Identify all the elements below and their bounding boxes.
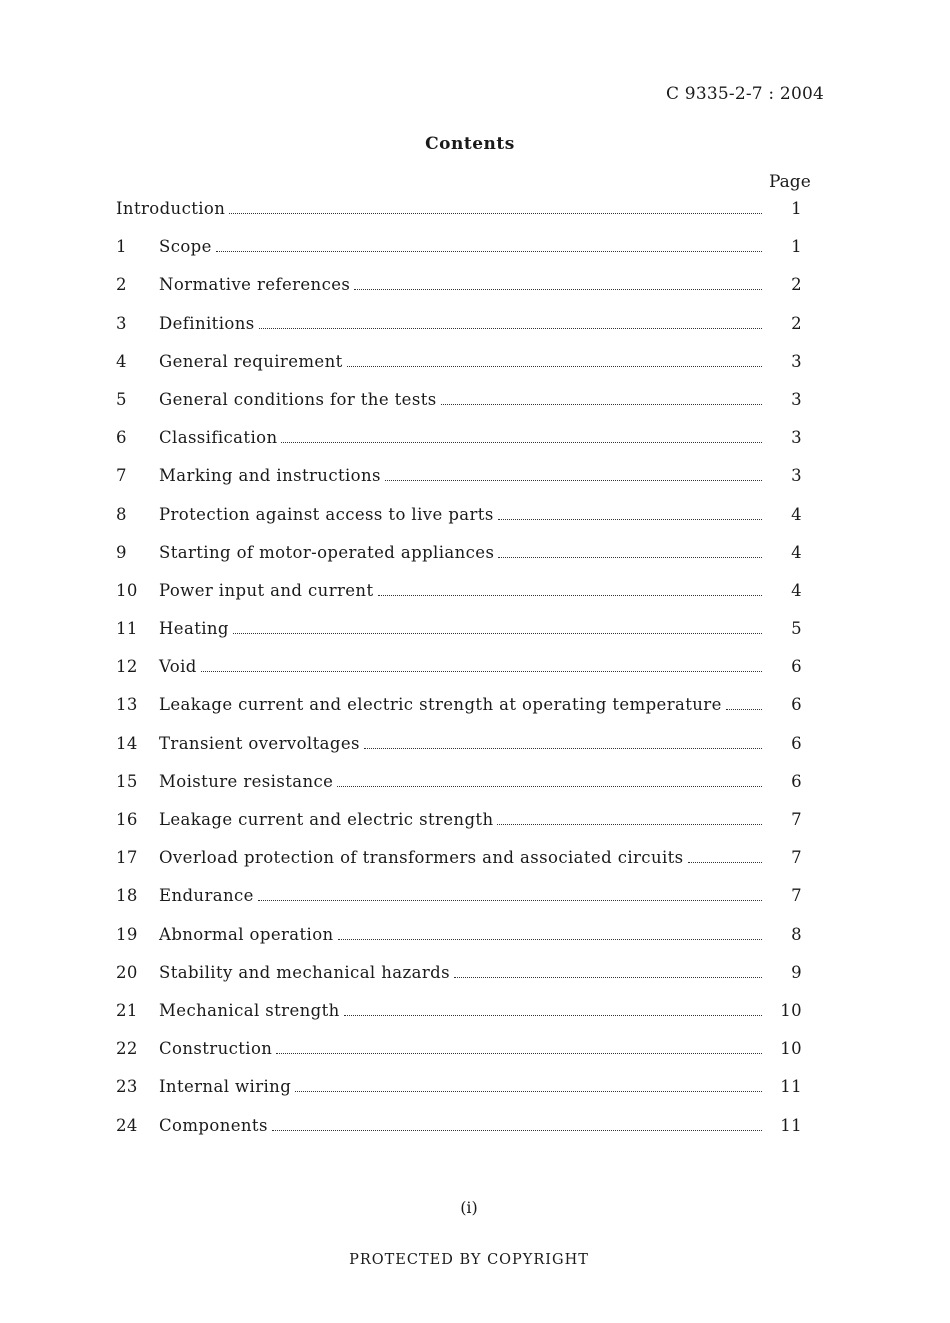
page-title: Contents (425, 134, 515, 154)
toc-entry-title: General requirement (159, 351, 343, 371)
toc-entry-page: 6 (791, 695, 802, 715)
dot-leader (338, 938, 762, 940)
dot-leader (216, 250, 762, 252)
toc-entry[interactable] (116, 1000, 802, 1038)
toc-entry-number: 11 (116, 619, 138, 639)
toc-entry-title-group (159, 962, 764, 984)
toc-entry-title: Normative references (159, 275, 351, 295)
toc-entry-title-group (159, 809, 764, 831)
toc-entry[interactable] (116, 274, 802, 312)
toc-entry[interactable] (116, 771, 802, 809)
toc-entry-number: 15 (116, 771, 138, 791)
page-column-label: Page (769, 172, 811, 192)
toc-entry-title-group (159, 771, 764, 793)
toc-entry-title: Marking and instructions (159, 466, 381, 486)
toc-entry-title-group (159, 1000, 764, 1022)
toc-entry-title: Classification (159, 428, 278, 448)
document-id: C 9335-2-7 : 2004 (666, 84, 824, 104)
toc-entry-page: 1 (791, 199, 802, 218)
toc-entry-number: 2 (116, 275, 127, 295)
toc-entry-page: 3 (791, 389, 802, 409)
toc-entry-title-group (159, 465, 764, 487)
toc-entry-title-group (159, 542, 764, 564)
toc-entry[interactable] (116, 1076, 802, 1114)
toc-entry-title-group (159, 236, 764, 258)
toc-entry-title-group (159, 274, 764, 296)
toc-entry-number: 22 (116, 1039, 138, 1059)
toc-entry-title-group (159, 1076, 764, 1098)
toc-entry-title-group (159, 504, 764, 526)
toc-entry-number: 21 (116, 1000, 138, 1020)
dot-leader (295, 1090, 762, 1092)
copyright-notice: PROTECTED BY COPYRIGHT (349, 1252, 589, 1268)
dot-leader (454, 976, 762, 978)
dot-leader (688, 861, 762, 863)
toc-entry[interactable] (116, 236, 802, 274)
toc-entry[interactable] (116, 694, 802, 732)
toc-entry[interactable] (116, 924, 802, 962)
toc-entry-title-group (116, 198, 764, 220)
toc-entry-page: 5 (791, 619, 802, 639)
dot-leader (498, 518, 762, 520)
toc-entry-title: Protection against access to live parts (159, 504, 494, 524)
toc-entry-title: Void (159, 657, 197, 677)
dot-leader (498, 556, 762, 558)
toc-entry-title: Leakage current and electric strength (159, 810, 494, 829)
dot-leader (276, 1052, 762, 1054)
toc-entry-title: Heating (159, 619, 229, 639)
toc-entry[interactable] (116, 885, 802, 923)
toc-entry-page: 3 (791, 351, 802, 371)
toc-entry-page: 10 (780, 1039, 802, 1059)
toc-entry[interactable] (116, 504, 802, 542)
toc-entry-title: Endurance (159, 886, 254, 906)
toc-entry-title-group (159, 389, 764, 411)
toc-entry-page: 3 (791, 466, 802, 486)
toc-entry-title-group (159, 1115, 764, 1137)
toc-entry-page: 11 (780, 1077, 802, 1097)
toc-entry-title-group (159, 656, 764, 678)
toc-entry[interactable] (116, 1115, 802, 1153)
toc-entry-number: 9 (116, 542, 127, 562)
dot-leader (233, 632, 762, 634)
toc-entry-title-group (159, 885, 764, 907)
dot-leader (281, 441, 762, 443)
toc-entry[interactable] (116, 847, 802, 885)
toc-entry-page: 4 (791, 542, 802, 562)
toc-entry-number: 13 (116, 695, 138, 715)
toc-entry-title-group (159, 847, 764, 869)
toc-entry-page: 2 (791, 313, 802, 333)
toc-entry-number: 7 (116, 466, 127, 486)
dot-leader (354, 288, 762, 290)
toc-entry-title-group (159, 694, 764, 716)
toc-entry-title-group (159, 313, 764, 335)
toc-entry-number: 16 (116, 810, 138, 829)
toc-entry[interactable] (116, 427, 802, 465)
dot-leader (364, 747, 762, 749)
dot-leader (385, 479, 762, 481)
toc-entry-title: General conditions for the tests (159, 389, 437, 409)
toc-entry-number: 5 (116, 389, 127, 409)
dot-leader (347, 365, 762, 367)
dot-leader (272, 1129, 762, 1131)
toc-entry-title: Components (159, 1115, 268, 1135)
toc-entry[interactable] (116, 580, 802, 618)
toc-entry[interactable] (116, 618, 802, 656)
toc-entry-title-group (159, 733, 764, 755)
toc-entry-number: 24 (116, 1115, 138, 1135)
toc-entry-page: 9 (791, 962, 802, 982)
toc-entry-number: 18 (116, 886, 138, 906)
toc-entry-number: 19 (116, 924, 138, 944)
toc-entry[interactable] (116, 656, 802, 694)
toc-entry-title-group (159, 580, 764, 602)
toc-entry-page: 2 (791, 275, 802, 295)
toc-entry[interactable] (116, 809, 802, 847)
toc-entry-number: 14 (116, 733, 138, 753)
dot-leader (337, 785, 762, 787)
toc-entry-number: 12 (116, 657, 138, 677)
page-marker: (i) (460, 1198, 478, 1217)
toc-entry[interactable] (116, 465, 802, 503)
toc-entry-page: 6 (791, 657, 802, 677)
dot-leader (229, 212, 762, 214)
toc-entry-page: 6 (791, 771, 802, 791)
dot-leader (726, 708, 762, 710)
toc-entry-title-group (159, 1038, 764, 1060)
dot-leader (201, 670, 762, 672)
toc-entry-title: Overload protection of transformers and associated circuits (159, 848, 684, 868)
toc-entry[interactable] (116, 313, 802, 351)
toc-entry-title: Transient overvoltages (159, 733, 360, 753)
toc-entry-title: Construction (159, 1039, 273, 1059)
dot-leader (258, 899, 762, 901)
toc-entry-title-group (159, 924, 764, 946)
toc-entry-title: Abnormal operation (159, 924, 334, 944)
toc-entry[interactable] (116, 389, 802, 427)
toc-entry[interactable] (116, 1038, 802, 1076)
dot-leader (259, 327, 762, 329)
dot-leader (497, 823, 762, 825)
toc-entry[interactable] (116, 542, 802, 580)
toc-entry-page: 4 (791, 504, 802, 524)
toc-entry-number: 6 (116, 428, 127, 448)
toc-entry-number: 8 (116, 504, 127, 524)
toc-entry-number: 17 (116, 848, 138, 868)
toc-entry[interactable] (116, 351, 802, 389)
toc-entry-title: Introduction (116, 199, 226, 218)
toc-entry-number: 4 (116, 351, 127, 371)
toc-entry-title: Stability and mechanical hazards (159, 962, 450, 982)
toc-entry-title: Mechanical strength (159, 1000, 340, 1020)
toc-entry-page: 11 (780, 1115, 802, 1135)
toc-entry-title: Starting of motor-operated appliances (159, 542, 495, 562)
toc-entry-page: 4 (791, 580, 802, 600)
toc-entry-page: 1 (791, 237, 802, 257)
toc-entry-page: 8 (791, 924, 802, 944)
toc-entry-page: 7 (791, 810, 802, 829)
dot-leader (378, 594, 763, 596)
toc-entry[interactable] (116, 198, 802, 236)
table-of-contents (116, 198, 802, 1153)
toc-entry-title: Scope (159, 237, 212, 257)
toc-entry-number: 10 (116, 580, 138, 600)
toc-entry-title-group (159, 618, 764, 640)
toc-entry-page: 3 (791, 428, 802, 448)
toc-entry-title-group (159, 351, 764, 373)
toc-entry-page: 7 (791, 848, 802, 868)
toc-entry-title: Power input and current (159, 580, 374, 600)
toc-entry-title: Leakage current and electric strength at operating temperature (159, 695, 722, 715)
toc-entry[interactable] (116, 733, 802, 771)
toc-entry-number: 3 (116, 313, 127, 333)
dot-leader (344, 1014, 762, 1016)
toc-entry-page: 6 (791, 733, 802, 753)
toc-entry-title: Definitions (159, 313, 255, 333)
toc-entry-number: 20 (116, 962, 138, 982)
toc-entry-number: 1 (116, 237, 127, 257)
toc-entry-page: 10 (780, 1000, 802, 1020)
toc-entry-title-group (159, 427, 764, 449)
toc-entry[interactable] (116, 962, 802, 1000)
toc-entry-title: Moisture resistance (159, 771, 334, 791)
toc-entry-number: 23 (116, 1077, 138, 1097)
toc-entry-title: Internal wiring (159, 1077, 292, 1097)
toc-entry-page: 7 (791, 886, 802, 906)
dot-leader (441, 403, 762, 405)
